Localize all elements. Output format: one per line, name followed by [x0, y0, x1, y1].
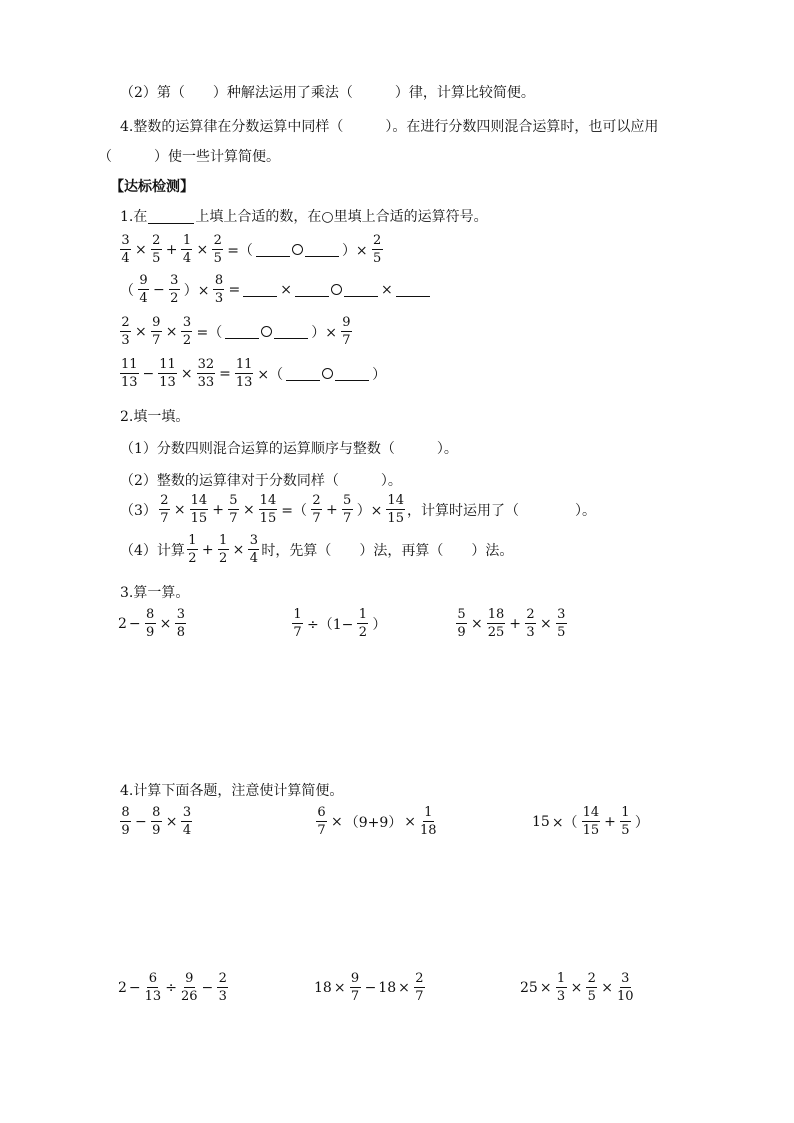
fraction: $\frac{1}{5}$: [621, 805, 630, 838]
fraction: $\frac{32}{33}$: [197, 357, 215, 390]
q1-suffix: 上填上合适的数，在○里填上合适的运算符号。: [195, 209, 488, 225]
fraction: $\frac{1}{2}$: [219, 533, 228, 566]
fraction: $\frac{1}{2}$: [188, 533, 197, 566]
fraction: $\frac{9}{7}$: [342, 315, 351, 348]
plus-sign: +: [165, 241, 178, 258]
fraction: $\frac{5}{7}$: [343, 493, 352, 526]
q1-title: [120, 206, 488, 226]
q2-sub-3-prefix: （3）: [120, 502, 157, 519]
fraction: $\frac{9}{7}$: [350, 971, 360, 1004]
fraction: $\frac{3}{8}$: [176, 607, 186, 640]
fraction: $\frac{2}{7}$: [160, 493, 169, 526]
q2-sub-1-text: （1）分数四则混合运算的运算顺序与整数（ ）。: [120, 441, 458, 457]
minus-sign: −: [153, 281, 165, 298]
q1-blank-sample: [148, 209, 194, 224]
fraction: $\frac{6}{7}$: [317, 805, 326, 838]
fraction: $\frac{2}{3}$: [218, 971, 227, 1004]
answer-blank[interactable]: [256, 242, 290, 257]
fraction: $\frac{14}{15}$: [582, 805, 600, 838]
q2-sub-2: [120, 470, 402, 490]
operator-circle[interactable]: [322, 368, 333, 379]
q2-sub-3-suffix: ，计算时运用了（ ）。: [406, 502, 596, 519]
top-line-3-text: （ ）使一些计算简便。: [98, 149, 280, 165]
answer-blank[interactable]: [335, 366, 369, 381]
fraction: $\frac{3}{2}$: [182, 315, 192, 348]
q4-title: [120, 780, 343, 800]
top-line-2: [120, 116, 658, 136]
q2-title: [120, 406, 189, 426]
fraction: $\frac{9}{26}$: [180, 971, 198, 1004]
answer-blank[interactable]: [305, 242, 339, 257]
paren-open: （: [120, 282, 134, 299]
fraction: $\frac{11}{13}$: [159, 357, 176, 390]
q1-row-1: [118, 234, 385, 265]
fraction: $\frac{2}{3}$: [121, 315, 130, 348]
q3-expr-1: 2 − $\frac{8}{9}$ × $\frac{3}{8}$: [118, 607, 186, 640]
fraction: $\frac{1}{18}$: [420, 805, 437, 838]
q4-expr-2: $\frac{6}{7}$ × （9+9） × $\frac{1}{18}$: [317, 805, 437, 838]
fraction: $\frac{14}{15}$: [387, 493, 404, 526]
answer-blank[interactable]: [295, 282, 329, 297]
fraction: $\frac{9}{4}$: [139, 273, 148, 306]
fraction: $\frac{3}{5}$: [557, 607, 566, 640]
paren-close: ）×: [183, 282, 210, 299]
q2-sub-3: （3） $\frac{2}{7}$ × $\frac{14}{15}$ + $\frac{5}{7}$ × $\frac{14}{15}$ =（ $\frac{2}{7}$ + $\frac{5}{7}$ ）× $\frac{14}{15}$ ，计算时运用了（ ）。: [120, 493, 596, 526]
fraction: $\frac{2}{7}$: [312, 493, 321, 526]
fraction: $\frac{8}{9}$: [152, 805, 161, 838]
q2-sub-4-suffix: 时，先算（ ）法，再算（ ）法。: [261, 542, 514, 559]
operator-circle[interactable]: [292, 244, 303, 255]
fraction: $\frac{2}{5}$: [587, 971, 596, 1004]
top-line-3: [98, 146, 280, 166]
fraction: $\frac{3}{10}$: [617, 971, 634, 1004]
q3-expr-3: $\frac{5}{9}$ × $\frac{18}{25}$ + $\frac{2}{3}$ × $\frac{3}{5}$: [457, 607, 566, 640]
fraction: $\frac{3}{4}$: [182, 805, 192, 838]
answer-blank[interactable]: [286, 366, 320, 381]
times-sign: ×: [196, 241, 209, 258]
fraction: $\frac{11}{13}$: [121, 357, 138, 390]
fraction: $\frac{3}{4}$: [249, 533, 259, 566]
q4-expr-6: 25 × $\frac{1}{3}$ × $\frac{2}{5}$ × $\frac{3}{10}$: [520, 971, 634, 1004]
fraction: $\frac{3}{2}$: [170, 273, 179, 306]
fraction: $\frac{14}{15}$: [259, 493, 277, 526]
q2-sub-1: [120, 438, 458, 458]
fraction: $\frac{5}{7}$: [229, 493, 238, 526]
times-sign: ×: [135, 241, 147, 258]
fraction: $\frac{1}{4}$: [182, 233, 192, 266]
fraction: $\frac{2}{3}$: [526, 607, 535, 640]
q3-title: [120, 582, 189, 602]
answer-blank[interactable]: [225, 324, 259, 339]
fraction: $\frac{11}{13}$: [235, 357, 253, 390]
equals-sign: =: [228, 281, 241, 298]
paren-close: ）×: [341, 242, 368, 259]
q2-sub-4-prefix: （4）计算: [120, 542, 185, 559]
operator-circle[interactable]: [331, 284, 342, 295]
fraction: $\frac{1}{7}$: [293, 607, 302, 640]
fraction: $\frac{8}{9}$: [121, 805, 130, 838]
equals-sign: =（: [196, 324, 223, 341]
q1-row-3: $\frac{2}{3}$ × $\frac{9}{7}$ × $\frac{3}{2}$ =（ ）× $\frac{9}{7}$: [121, 315, 351, 348]
fraction: $\frac{6}{13}$: [144, 971, 162, 1004]
q4-title-text: 4.计算下面各题，注意使计算简便。: [120, 783, 344, 799]
q4-expr-3: 15 ×（ $\frac{14}{15}$ + $\frac{1}{5}$ ）: [532, 805, 649, 838]
fraction: $\frac{2}{5}$: [152, 233, 161, 266]
equals-sign: =（: [227, 242, 253, 259]
top-line-1: [120, 82, 535, 102]
q1-prefix: 1.在: [120, 209, 148, 225]
fraction: $\frac{1}{3}$: [556, 971, 566, 1004]
fraction: $\frac{18}{25}$: [487, 607, 505, 640]
section-heading: [110, 176, 194, 196]
fraction: $\frac{8}{3}$: [214, 273, 224, 306]
answer-blank[interactable]: [274, 324, 308, 339]
fraction: $\frac{1}{2}$: [358, 607, 368, 640]
answer-blank[interactable]: [396, 282, 430, 297]
fraction: $\frac{14}{15}$: [190, 493, 208, 526]
answer-blank[interactable]: [344, 282, 378, 297]
q2-title-text: 2.填一填。: [120, 409, 190, 425]
q2-sub-2-text: （2）整数的运算律对于分数同样（ ）。: [120, 473, 402, 489]
fraction: $\frac{8}{9}$: [146, 607, 155, 640]
fraction: $\frac{2}{7}$: [415, 971, 424, 1004]
fraction: $\frac{3}{4}$: [121, 233, 130, 266]
fraction: $\frac{5}{9}$: [457, 607, 466, 640]
top-line-1-text: （2）第（ ）种解法运用了乘法（ ）律，计算比较简便。: [120, 85, 535, 101]
q2-sub-4: （4）计算 $\frac{1}{2}$ + $\frac{1}{2}$ × $\frac{3}{4}$ 时，先算（ ）法，再算（ ）法。: [120, 533, 514, 566]
q4-expr-4: 2 − $\frac{6}{13}$ ÷ $\frac{9}{26}$ − $\frac{2}{3}$: [118, 971, 227, 1004]
section-heading-text: 【达标检测】: [110, 179, 194, 195]
q3-expr-2: $\frac{1}{7}$ ÷（1− $\frac{1}{2}$ ）: [293, 607, 387, 640]
q1-row-2: （ $\frac{9}{4}$ − $\frac{3}{2}$ ）× $\frac{8}{3}$ = × ×: [118, 274, 431, 305]
operator-circle[interactable]: [261, 326, 272, 337]
q1-row-4: $\frac{11}{13}$ − $\frac{11}{13}$ × $\frac{32}{33}$ = $\frac{11}{13}$ ×（ ）: [121, 357, 387, 390]
fraction: $\frac{9}{7}$: [152, 315, 161, 348]
q4-expr-1: $\frac{8}{9}$ − $\frac{8}{9}$ × $\frac{3}{4}$: [121, 805, 192, 838]
answer-blank[interactable]: [243, 282, 277, 297]
q4-expr-5: 18 × $\frac{9}{7}$ − 18 × $\frac{2}{7}$: [314, 971, 424, 1004]
q3-title-text: 3.算一算。: [120, 585, 190, 601]
top-line-2-text: 4.整数的运算律在分数运算中同样（ ）。在进行分数四则混合运算时，也可以应用: [120, 119, 659, 135]
fraction: $\frac{2}{5}$: [373, 233, 382, 266]
fraction: $\frac{2}{5}$: [213, 233, 222, 266]
